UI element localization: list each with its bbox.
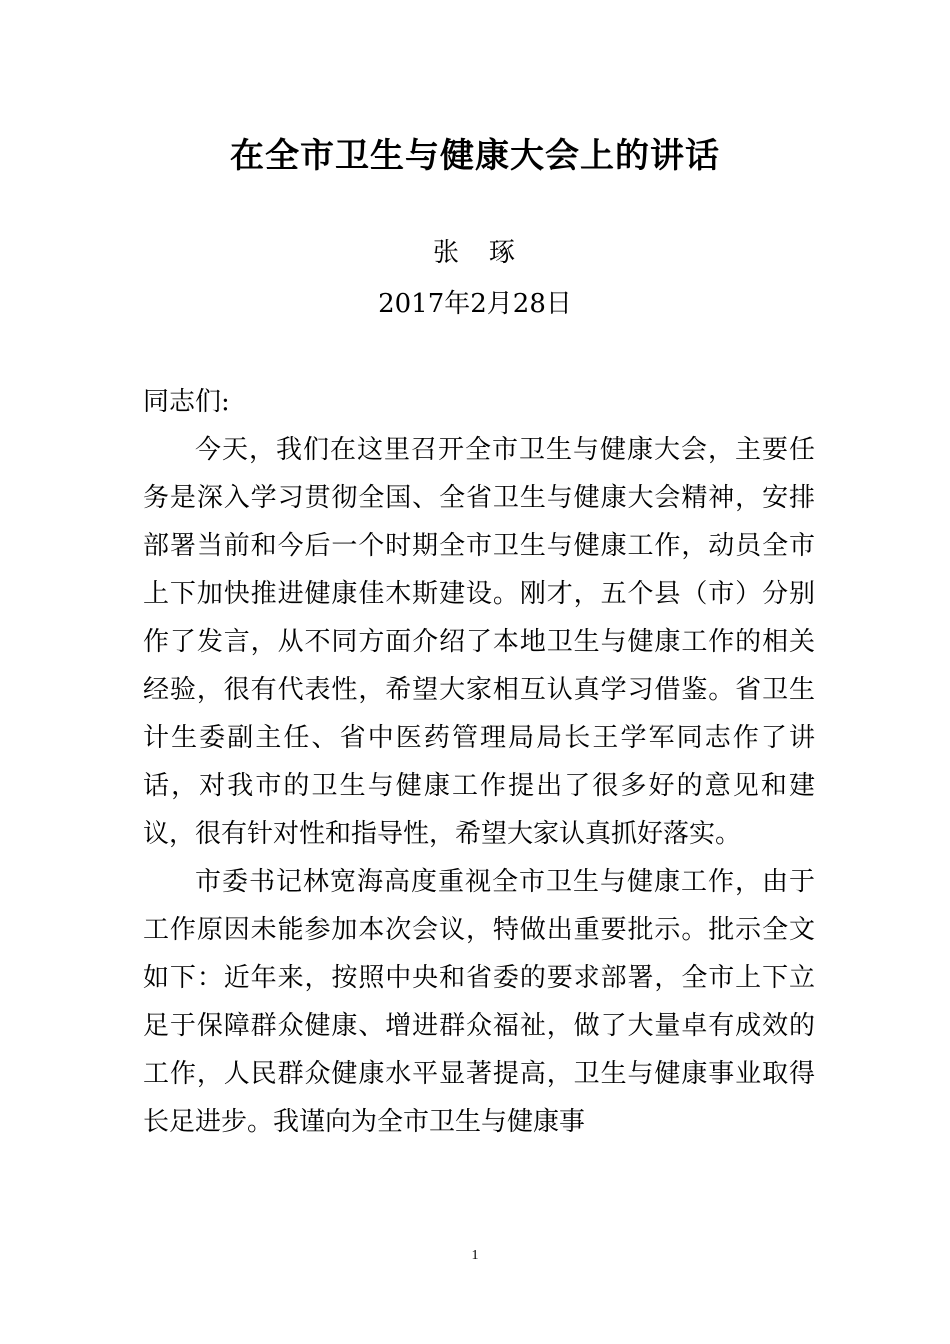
speech-date: 2017年2月28日 <box>378 289 572 319</box>
salutation: 同志们: <box>143 387 230 417</box>
document-title: 在全市卫生与健康大会上的讲话 <box>230 136 720 176</box>
page-number: 1 <box>471 1248 479 1263</box>
paragraph-2: 市委书记林宽海高度重视全市卫生与健康工作，由于工作原因未能参加本次会议，特做出重要批示。批示全文如下：近年来，按照中央和省委的要求部署，全市上下立足于保障群众健康、增进群众福祉，做了大量卓有成效的工作，人民群众健康水平显著提高，卫生与健康事业取得长足进步。我谨向为全市卫生与健康事 <box>143 867 815 1137</box>
paragraph-1: 今天，我们在这里召开全市卫生与健康大会，主要任务是深入学习贯彻全国、全省卫生与健康大会精神，安排部署当前和今后一个时期全市卫生与健康工作，动员全市上下加快推进健康佳木斯建设。刚才，五个县（市）分别作了发言，从不同方面介绍了本地卫生与健康工作的相关经验，很有代表性，希望大家相互认真学习借鉴。省卫生计生委副主任、省中医药管理局局长王学军同志作了讲话，对我市的卫生与健康工作提出了很多好的意见和建议，很有针对性和指导性，希望大家认真抓好落实。 <box>143 435 815 849</box>
speech-body <box>143 378 815 1146</box>
author-name: 张 琢 <box>432 238 517 268</box>
